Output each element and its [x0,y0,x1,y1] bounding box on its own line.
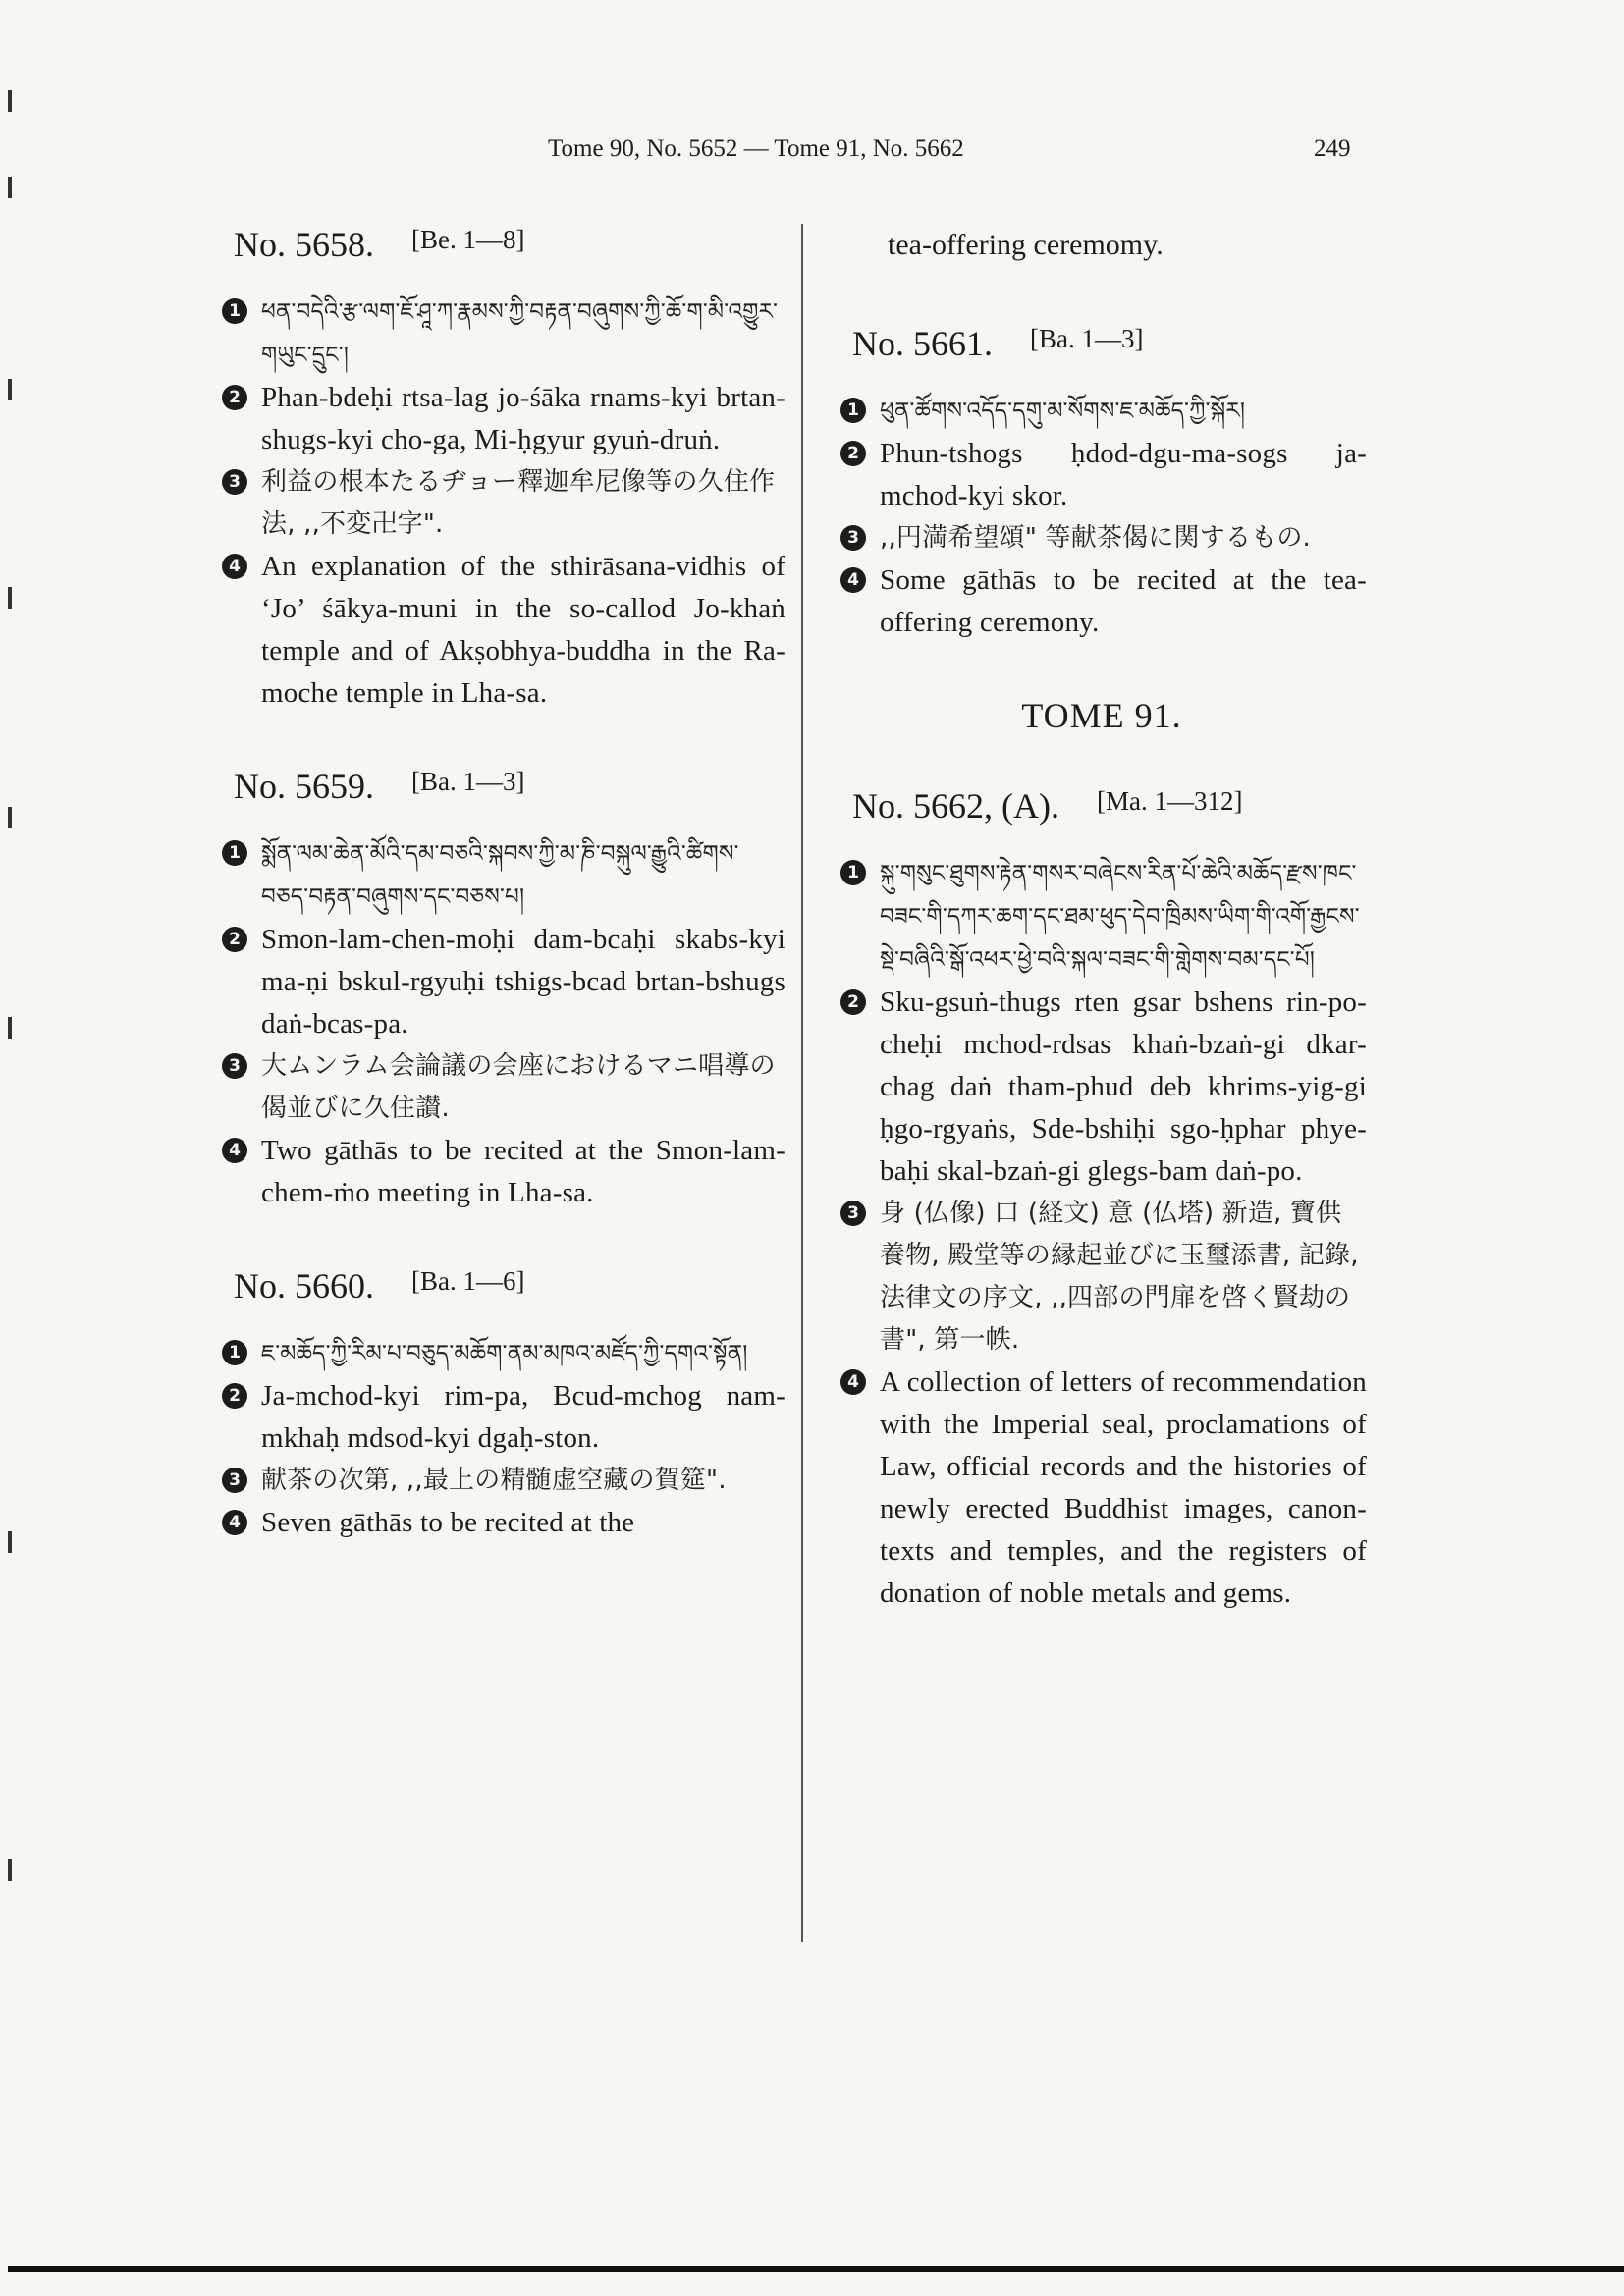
tibetan-text: ཕན་བདེའི་རྩ་ལག་ཇོ་ཤཱ་ཀ་རྣམས་ཀྱི་བརྟན་བཞུགས་ཀྱི་ཆོ་ག་མི་འགྱུར་གཡུང་དྲུང་། [261,299,779,368]
entry-reference: [Ba. 1—3] [411,767,525,796]
entry-item [837,433,1367,517]
running-head: Tome 90, No. 5652 — Tome 91, No. 5662 [548,135,964,162]
item-number-marker: 2 [222,1383,247,1409]
item-number-marker: 1 [840,398,866,423]
japanese-text: 大ムンラム会論議の会座におけるマニ唱導の偈並びに久住讃. [261,1051,776,1123]
catalog-entry [837,785,1367,1615]
entry-item [218,1460,785,1502]
entry-item [218,1375,785,1460]
entry-heading [852,323,1367,364]
entry-number: No. 5661. [852,324,993,363]
japanese-text: 身 (仏像) 口 (経文) 意 (仏塔) 新造, 寶供養物, 殿堂等の縁起並びに玉璽添書, 記錄, 法律文の序文, ,,四部の門扉を啓く賢劫の書", 第一帙. [880,1199,1359,1355]
scan-edge-mark [8,587,12,609]
entry-item [218,832,785,919]
item-number-marker: 4 [840,567,866,593]
entry-heading [234,766,785,807]
item-number-marker: 1 [222,840,247,866]
item-number-marker: 4 [222,554,247,579]
item-number-marker: 4 [222,1138,247,1163]
scan-edge-mark [8,807,12,828]
entry-number: No. 5662, (A). [852,786,1059,826]
item-number-marker: 2 [840,441,866,466]
scan-edge-mark [8,1017,12,1039]
entry-item [218,1130,785,1214]
item-number-marker: 3 [840,525,866,551]
column-divider [801,224,803,1942]
item-number-marker: 3 [222,1053,247,1079]
item-number-marker: 2 [222,385,247,410]
catalog-entry [218,766,785,1214]
item-number-marker: 3 [840,1201,866,1226]
entry-item [218,546,785,715]
entry-reference: [Be. 1—8] [411,225,525,254]
right-column [837,224,1367,1666]
japanese-text: ,,円満希望頌" 等献茶偈に関するもの. [880,523,1312,553]
bottom-rule [8,2266,1624,2272]
entry-item [218,919,785,1045]
scan-edge-mark [8,90,12,112]
section-title: TOME 91. [1021,696,1182,735]
latin-text: Two gāthās to be recited at the Smon-lam-chem-ṁo meeting in Lha-sa. [261,1135,785,1208]
latin-text: Smon-lam-chen-moḥi dam-bcaḥi skabs-kyi ma-ṇi bskul-rgyuḥi tshigs-bcad brtan-bshugs daṅ-bcas-pa. [261,924,785,1040]
entry-item [218,461,785,546]
item-number-marker: 3 [222,469,247,495]
left-column [218,224,785,1595]
item-number-marker: 2 [222,927,247,952]
item-number-marker: 1 [840,860,866,885]
tibetan-text: སྐུ་གསུང་ཐུགས་རྟེན་གསར་བཞེངས་རིན་པོ་ཆེའི་མཆོད་རྫས་ཁང་བཟང་གི་དཀར་ཆག་དང་ཐམ་ཕུད་དེབ་ཁྲིམས་ཡིག་གི་འགོ་རྒྱངས་སྡེ་བཞིའི་སྒོ་འཕར་ཕྱེ་བའི་སྐལ་བཟང་གི་གླེགས་བམ་དང་པོ། [880,861,1360,973]
item-number-marker: 4 [222,1510,247,1535]
item-number-marker: 2 [840,989,866,1015]
scan-edge-mark [8,177,12,198]
entry-item [837,517,1367,560]
item-number-marker: 1 [222,298,247,324]
entry-item [837,1193,1367,1362]
page-header [0,135,1624,175]
item-number-marker: 1 [222,1340,247,1365]
entry-item [837,560,1367,644]
tibetan-text: སྨོན་ལམ་ཆེན་མོའི་དམ་བཅའི་སྐབས་ཀྱི་མ་ཎི་བསྐུལ་རྒྱུའི་ཚིགས་བཅད་བརྟན་བཞུགས་དང་བཅས་པ། [261,841,739,910]
continuation-text: tea-offering ceremomy. [888,229,1164,261]
entry-heading [852,785,1367,827]
catalog-entry [218,1265,785,1544]
entry-item [218,1045,785,1130]
entry-item [218,377,785,461]
latin-text: Some gāthās to be recited at the tea-offering ceremony. [880,564,1367,638]
item-number-marker: 3 [222,1468,247,1493]
entry-heading [234,224,785,265]
latin-text: Phan-bdeḥi rtsa-lag jo-śāka rnams-kyi brtan-shugs-kyi cho-ga, Mi-ḥgyur gyuṅ-druṅ. [261,382,785,455]
entry-reference: [Ba. 1—3] [1030,324,1144,353]
latin-text: Ja-mchod-kyi rim-pa, Bcud-mchog nam-mkhaḥ mdsod-kyi dgaḥ-ston. [261,1380,785,1454]
scan-edge-mark [8,1859,12,1881]
latin-text: Seven gāthās to be recited at the [261,1507,635,1538]
scan-edge-mark [8,1531,12,1553]
tibetan-text: ཇ་མཆོད་ཀྱི་རིམ་པ་བཅུད་མཆོག་ནམ་མཁའ་མཛོད་ཀྱི་དགའ་སྟོན། [261,1341,748,1366]
page-number: 249 [1314,135,1351,162]
entry-item [837,852,1367,982]
entry-heading [234,1265,785,1307]
entry-item [218,1332,785,1375]
latin-text: An explanation of the sthirāsana-vidhis of ‘Jo’ śākya-muni in the so-callod Jo-khaṅ temple and of Akṣobhya-buddha in the Ra-moche temple in Lha-sa. [261,551,785,709]
catalog-entry [837,323,1367,644]
entry-reference: [Ma. 1—312] [1096,786,1243,816]
entry-item [837,390,1367,433]
entry-number: No. 5659. [234,767,374,806]
entry-reference: [Ba. 1—6] [411,1266,525,1296]
entry-number: No. 5660. [234,1266,374,1306]
latin-text: A collection of letters of recommendation with the Imperial seal, proclamations of Law, official records and the histories of newly erected Buddhist images, canon-texts and temples, and the registers of donation of noble metals and gems. [880,1366,1367,1609]
entry-number: No. 5658. [234,225,374,264]
tibetan-text: ཕུན་ཚོགས་འདོད་དགུ་མ་སོགས་ཇ་མཆོད་ཀྱི་སྐོར། [880,399,1246,424]
entry-item [218,291,785,377]
japanese-text: 利益の根本たるヂョー釋迦牟尼像等の久住作法, ,,不変卍字". [261,467,776,539]
item-number-marker: 4 [840,1369,866,1395]
catalog-entry [218,224,785,715]
entry-item [218,1502,785,1544]
entry-item [837,982,1367,1193]
entry-item [837,1362,1367,1615]
latin-text: Phun-tshogs ḥdod-dgu-ma-sogs ja-mchod-kyi skor. [880,438,1367,511]
japanese-text: 献茶の次第, ,,最上の精髄虚空藏の賀筵". [261,1466,727,1495]
latin-text: Sku-gsuṅ-thugs rten gsar bshens rin-po-cheḥi mchod-rdsas khaṅ-bzaṅ-gi dkar-chag daṅ tham-phud deb khrims-yig-gi ḥgo-rgyaṅs, Sde-bshiḥi sgo-ḥphar phye-baḥi skal-bzaṅ-gi glegs-bam daṅ-po. [880,987,1367,1187]
scan-edge-mark [8,379,12,400]
